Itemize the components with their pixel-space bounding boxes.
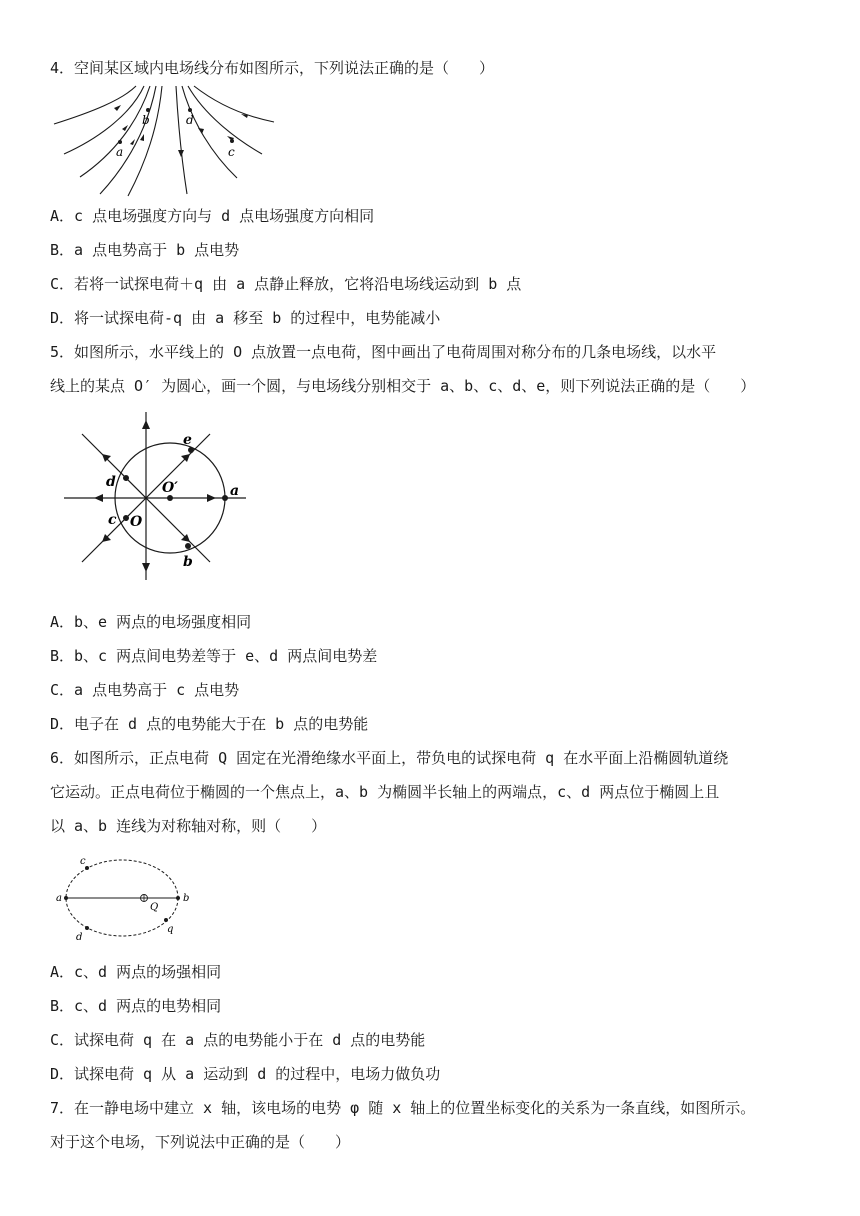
q6-option-c: C．试探电荷 q 在 a 点的电势能小于在 d 点的电势能 (50, 1031, 426, 1049)
q7-stem-line2: 对于这个电场，下列说法中正确的是（ ） (50, 1133, 351, 1151)
q4-option-b: B．a 点电势高于 b 点电势 (50, 241, 240, 259)
q6-label-a: a (56, 893, 62, 904)
q5-label-e: e (183, 432, 192, 448)
q4-option-d: D．将一试探电荷-q 由 a 移至 b 的过程中，电势能减小 (50, 309, 441, 327)
q6-label-Q: Q (150, 902, 159, 913)
q5-option-c: C．a 点电势高于 c 点电势 (50, 681, 240, 699)
q6-option-d: D．试探电荷 q 从 a 运动到 d 的过程中，电场力做负功 (50, 1065, 441, 1083)
q6-stem-line1: 6．如图所示，正点电荷 Q 固定在光滑绝缘水平面上，带负电的试探电荷 q 在水平面上沿椭圆轨道绕 (50, 749, 729, 767)
q4-label-b: b (142, 113, 150, 127)
q4-label-d: d (186, 113, 194, 127)
q5-option-a: A．b、e 两点的电场强度相同 (50, 613, 252, 631)
q5-label-b: b (183, 554, 193, 570)
q7-stem-line1: 7．在一静电场中建立 x 轴，该电场的电势 φ 随 x 轴上的位置坐标变化的关系为一条直线，如图所示。 (50, 1099, 756, 1117)
q6-label-q: q (167, 924, 174, 935)
q4-stem: 4．空间某区域内电场线分布如图所示，下列说法正确的是（ ） (50, 59, 495, 77)
q5-label-d: d (106, 474, 116, 490)
q6-label-d: d (76, 932, 83, 943)
q4-label-c: c (228, 145, 235, 159)
q4-label-a: a (116, 145, 124, 159)
q6-stem-line2: 它运动。正点电荷位于椭圆的一个焦点上，a、b 为椭圆半长轴上的两端点，c、d 两点位于椭圆上且 (50, 783, 720, 801)
q6-ellipse-orbit-figure (54, 850, 204, 945)
q4-option-c: C．若将一试探电荷＋q 由 a 点静止释放，它将沿电场线运动到 b 点 (50, 275, 522, 293)
q6-option-a: A．c、d 两点的场强相同 (50, 963, 222, 981)
q5-stem-line2: 线上的某点 O′ 为圆心，画一个圆，与电场线分别相交于 a、b、c、d、e，则下列说法正确的是（ ） (50, 377, 756, 395)
q5-label-O-prime: O′ (162, 480, 178, 496)
q5-option-d: D．电子在 d 点的电势能大于在 b 点的电势能 (50, 715, 369, 733)
q6-label-c: c (80, 856, 86, 867)
q4-option-a: A．c 点电场强度方向与 d 点电场强度方向相同 (50, 207, 375, 225)
q5-label-O: O (130, 514, 143, 530)
q5-option-b: B．b、c 两点间电势差等于 e、d 两点间电势差 (50, 647, 378, 665)
q5-circle-field-figure (60, 408, 260, 584)
q5-stem-line1: 5．如图所示，水平线上的 O 点放置一点电荷，图中画出了电荷周围对称分布的几条电场线，以水平 (50, 343, 717, 361)
q5-label-a: a (230, 483, 240, 499)
q4-field-lines-figure (52, 82, 282, 197)
q5-label-c: c (108, 512, 117, 528)
q6-stem-line3: 以 a、b 连线为对称轴对称，则（ ） (50, 817, 327, 835)
q6-option-b: B．c、d 两点的电势相同 (50, 997, 222, 1015)
q6-label-b: b (183, 893, 190, 904)
